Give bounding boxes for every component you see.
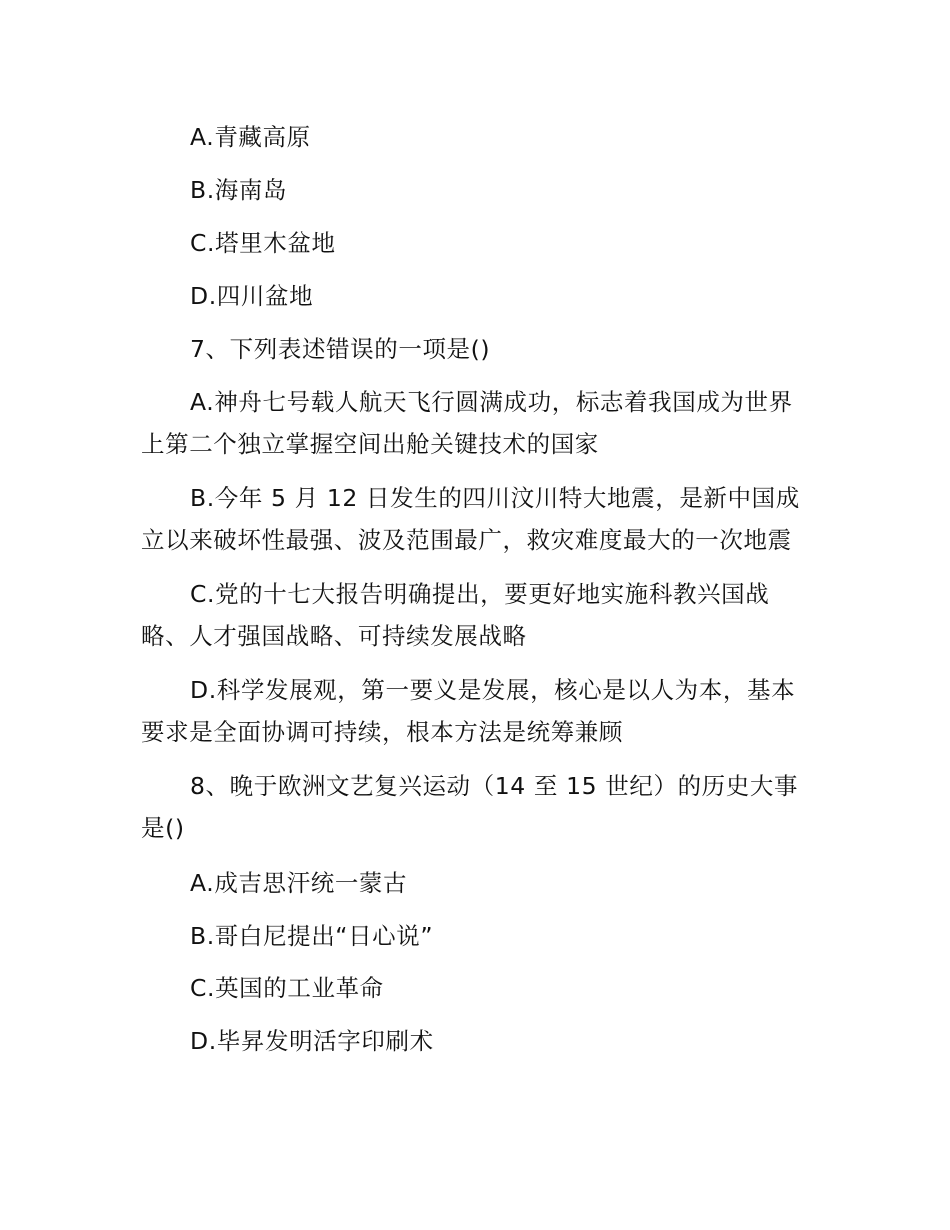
q7-option-d: D.科学发展观，第一要义是发展，核心是以人为本，基本要求是全面协调可持续，根本方法是统筹兼顾 bbox=[141, 676, 796, 746]
q7-option-b: B.今年 5 月 12 日发生的四川汶川特大地震，是新中国成立以来破坏性最强、波及范围最广，救灾难度最大的一次地震 bbox=[141, 484, 800, 554]
q6-option-b: B.海南岛 bbox=[190, 176, 288, 204]
q6-option-a: A.青藏高原 bbox=[190, 123, 311, 151]
q6-option-d: D.四川盆地 bbox=[190, 282, 314, 310]
q8-option-b: B.哥白尼提出“日心说” bbox=[190, 922, 434, 950]
q6-option-c: C.塔里木盆地 bbox=[190, 229, 336, 257]
q8-option-a: A.成吉思汗统一蒙古 bbox=[190, 869, 408, 897]
q8-option-d: D.毕昇发明活字印刷术 bbox=[190, 1027, 434, 1055]
q7-stem: 7、下列表述错误的一项是() bbox=[190, 335, 491, 363]
q8-option-c: C.英国的工业革命 bbox=[190, 974, 384, 1002]
q8-stem: 8、晚于欧洲文艺复兴运动（14 至 15 世纪）的历史大事是() bbox=[141, 772, 799, 842]
q7-option-c: C.党的十七大报告明确提出，要更好地实施科教兴国战略、人才强国战略、可持续发展战略 bbox=[141, 580, 770, 650]
q7-option-a: A.神舟七号载人航天飞行圆满成功，标志着我国成为世界上第二个独立掌握空间出舱关键技术的国家 bbox=[141, 388, 793, 458]
